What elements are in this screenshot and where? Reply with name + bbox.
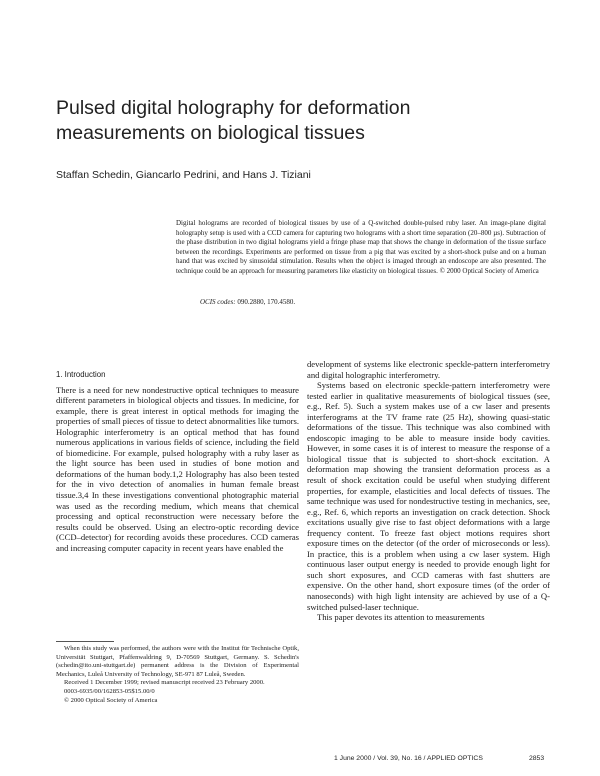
paper-title (56, 96, 536, 146)
title-line-1: Pulsed digital holography for deformation (56, 97, 411, 119)
right-column (307, 359, 550, 623)
abstract (176, 219, 546, 277)
paragraph: development of systems like electronic speckle-pattern interferometry and digital holographic interferometry. (307, 359, 550, 380)
ocis-label: OCIS codes: (200, 298, 236, 306)
footnotes (56, 645, 299, 705)
footnote-received: Received 1 December 1999; revised manuscript received 23 February 2000. (64, 679, 265, 687)
paragraph: There is a need for new nondestructive optical techniques to measure different parameters in biological objects and tissues. In medicine, for example, there is great interest in optical methods for imaging the properties of small pieces of tissue to detect abnormalities like tumors. Holographic interferometry is an optical method that has found numerous applications in various fields of science, including the field of biomedicine. For example, pulsed holography with a ruby laser as the light source has been used in studies of bone motion and deformations of the human body.1,2 Holography has also been tested for the in vivo detection of anomalies in human female breast tissue.3,4 In these investigations conventional photographic material was used as the recording medium, which means that chemical processing and optical reconstruction were necessary before the results could be observed. Using an electro-optic recording device (CCD–detector) for recording avoids these procedures. CCD cameras and increasing computer capacity in recent years have enabled the (56, 384, 299, 553)
paragraph: This paper devotes its attention to measurements (317, 612, 485, 623)
ocis-values: 090.2880, 170.4580. (237, 298, 296, 306)
ocis-codes (200, 298, 295, 306)
page-number: 2853 (529, 755, 545, 762)
footnote-code: 0003-6935/00/162853-05$15.00/0 (64, 687, 155, 695)
footnote-copyright: © 2000 Optical Society of America (64, 696, 158, 704)
paragraph: Systems based on electronic speckle-pattern interferometry were tested earlier in qualitative measurements of biological tissues (see, e.g., Ref. 5). Such a system makes use of a cw laser and presents interferograms at the TV frame rate (25 Hz), showing quasi-static deformations of the tissue. This technique was also combined with endoscopic imaging to be able to measure inside body cavities. However, in some cases it is of interest to measure the response of a biological tissue that is subjected to short-shock excitation. A deformation map showing the transient deformation process as a result of shock excitation could be useful when studying different properties, for example, elasticities and local defects of tissues. The same technique was used for nondestructive testing in mechanics, see, e.g., Ref. 6, which reports an investigation on crack detection. Shock excitations usually give rise to fast object deformations with a large frequency content. To freeze fast object motions requires short exposure times on the detector (of the order of microseconds or less). In practice, this is a problem when using a cw laser system. High continuous laser output energy is needed to provide enough light for such short exposures, and CCD cameras with fast shutters are expensive. On the other hand, short exposure times (of the order of nanoseconds) with high light intensity are achieved by use of a Q-switched pulsed-laser technique. (307, 380, 550, 612)
footnote-affiliation: When this study was performed, the authors were with the Institut für Technische Optik, Universität Stuttgart, Pfaffenwaldring 9, D-70569 Stuttgart, Germany. S. Schedin's (schedin@ito.uni-stuttgart.de) permanent address is the Division of Experimental Mechanics, Luleå University of Technology, SE-971 87 Luleå, Sweden. (56, 645, 299, 678)
title-line-2: measurements on biological tissues (56, 122, 365, 144)
footnote-rule (56, 641, 114, 642)
abstract-text: Digital holograms are recorded of biological tissues by use of a Q-switched double-pulsed ruby laser. An image-plane digital holography setup is used with a CCD camera for capturing two holograms with a short time separation (20–800 µs). Subtraction of the phase distribution in two digital holograms yield a fringe phase map that shows the change in deformation of the tissue surface between the recordings. Experiments are performed on tissue from a pig that was excited by a short-shock pulse and on a human hand that was excited by sinusoidal stimulation. Results when the object is imaged through an endoscope are also presented. The technique could be an approach for measuring parameters like elasticity on biological tissues. © 2000 Optical Society of America (176, 219, 546, 275)
running-footer: 1 June 2000 / Vol. 39, No. 16 / APPLIED OPTICS (334, 755, 483, 762)
left-column (56, 370, 299, 553)
section-heading-introduction: 1. Introduction (56, 370, 106, 379)
author-list: Staffan Schedin, Giancarlo Pedrini, and Hans J. Tiziani (56, 169, 311, 181)
